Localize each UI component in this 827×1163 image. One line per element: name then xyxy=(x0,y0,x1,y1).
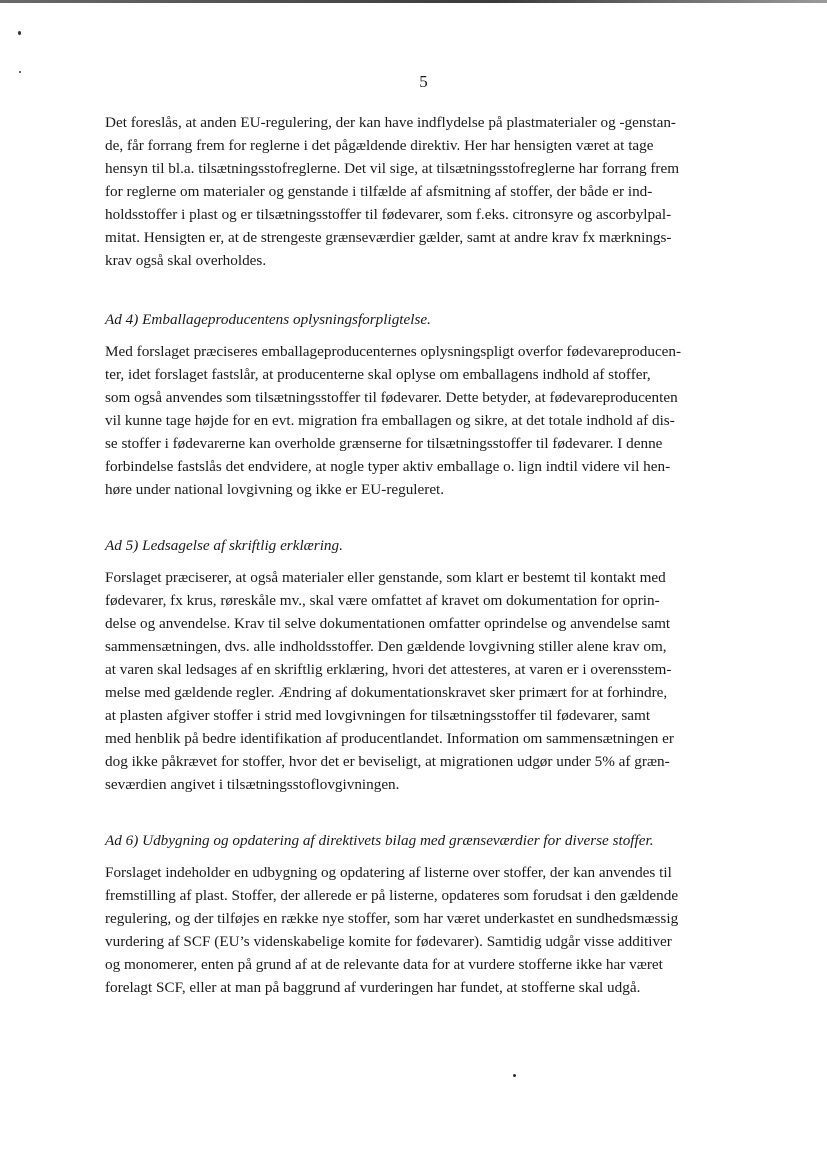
section-heading: Ad 6) Udbygning og opdatering af direktivets bilag med grænseværdier for diverse stoffer. xyxy=(105,832,654,849)
text-line: dog ikke påkrævet for stoffer, hvor det er beviseligt, at migrationen udgør under 5% af græn- xyxy=(105,753,670,770)
section-heading: Ad 5) Ledsagelse af skriftlig erklæring. xyxy=(105,537,343,554)
section-heading: Ad 4) Emballageproducentens oplysningsforpligtelse. xyxy=(105,311,431,328)
text-line: ter, idet forslaget fastslår, at producenterne skal oplyse om emballagens indhold af stoffer, xyxy=(105,366,651,383)
scan-top-edge xyxy=(0,0,827,3)
text-line: at varen skal ledsages af en skriftlig erklæring, hvori det attesteres, at varen er i overensstem- xyxy=(105,661,672,678)
paragraph xyxy=(105,340,733,501)
text-line: forbindelse fastslås det endvidere, at nogle typer aktiv emballage o. lign indtil videre vil hen- xyxy=(105,458,671,475)
text-line: Forslaget præciserer, at også materialer eller genstande, som klart er bestemt til kontakt med xyxy=(105,569,666,586)
text-line: sammensætningen, dvs. alle indholdsstoffer. Den gældende lovgivning stiller alene krav om, xyxy=(105,638,667,655)
text-line: holdsstoffer i plast og er tilsætningsstoffer til fødevarer, som f.eks. citronsyre og ascorbylpal- xyxy=(105,206,672,223)
text-line: mitat. Hensigten er, at de strengeste grænseværdier gælder, samt at andre krav fx mærknings- xyxy=(105,229,672,246)
text-line: høre under national lovgivning og ikke er EU-reguleret. xyxy=(105,481,445,498)
text-line: at plasten afgiver stoffer i strid med lovgivningen for tilsætningsstoffer til fødevarer, samt xyxy=(105,707,651,724)
section-ad-5 xyxy=(105,534,733,796)
text-line: fødevarer, fx krus, røreskåle mv., skal være omfattet af kravet om dokumentation for oprin- xyxy=(105,592,660,609)
text-line: og monomerer, enten på grund af at de relevante data for at vurdere stofferne ikke har været xyxy=(105,956,663,973)
section-ad-4 xyxy=(105,308,733,501)
text-line: regulering, og der tilføjes en række nye stoffer, som har været underkastet en sundhedsmæssig xyxy=(105,910,679,927)
section-ad-6 xyxy=(105,829,733,999)
paragraph xyxy=(105,861,733,999)
text-line: melse med gældende regler. Ændring af dokumentationskravet sker primært for at forhindre, xyxy=(105,684,668,701)
text-line: hensyn til bl.a. tilsætningsstofreglerne. Det vil sige, at tilsætningsstofreglerne har forrang frem xyxy=(105,160,680,177)
text-line: Det foreslås, at anden EU-regulering, der kan have indflydelse på plastmaterialer og -genstan- xyxy=(105,114,676,131)
text-line: de, får forrang frem for reglerne i det pågældende direktiv. Her har hensigten været at tage xyxy=(105,137,654,154)
text-line: Forslaget indeholder en udbygning og opdatering af listerne over stoffer, der kan anvendes til xyxy=(105,864,672,881)
text-line: krav også skal overholdes. xyxy=(105,252,267,269)
text-line: forelagt SCF, eller at man på baggrund af vurderingen har fundet, at stofferne skal udgå. xyxy=(105,979,641,996)
paragraph xyxy=(105,566,733,796)
text-line: Med forslaget præciseres emballageproducenternes oplysningspligt overfor fødevareproducen- xyxy=(105,343,682,360)
text-line: for reglerne om materialer og genstande i tilfælde af afsmitning af stoffer, der både er ind- xyxy=(105,183,653,200)
page-number: 5 xyxy=(419,72,428,91)
text-line: vurdering af SCF (EU’s videnskabelige komite for fødevarer). Samtidig udgår visse additiver xyxy=(105,933,672,950)
document-body xyxy=(105,111,733,999)
text-line: delse og anvendelse. Krav til selve dokumentationen omfatter oprindelse og anvendelse samt xyxy=(105,615,671,632)
text-line: seværdien angivet i tilsætningsstoflovgivningen. xyxy=(105,776,400,793)
text-line: vil kunne tage højde for en evt. migration fra emballagen og sikre, at det totale indhold af dis- xyxy=(105,412,675,429)
text-line: se stoffer i fødevarerne kan overholde grænserne for tilsætningsstoffer til fødevarer. I denne xyxy=(105,435,663,452)
scan-speck xyxy=(18,31,21,35)
section-intro xyxy=(105,111,733,272)
text-line: med henblik på bedre identifikation af producentlandet. Information om sammensætningen er xyxy=(105,730,674,747)
scan-speck xyxy=(513,1074,516,1077)
text-line: fremstilling af plast. Stoffer, der allerede er på listerne, opdateres som forudsat i den gældende xyxy=(105,887,679,904)
paragraph xyxy=(105,111,733,272)
text-line: som også anvendes som tilsætningsstoffer til fødevarer. Dette betyder, at fødevareproducenten xyxy=(105,389,678,406)
